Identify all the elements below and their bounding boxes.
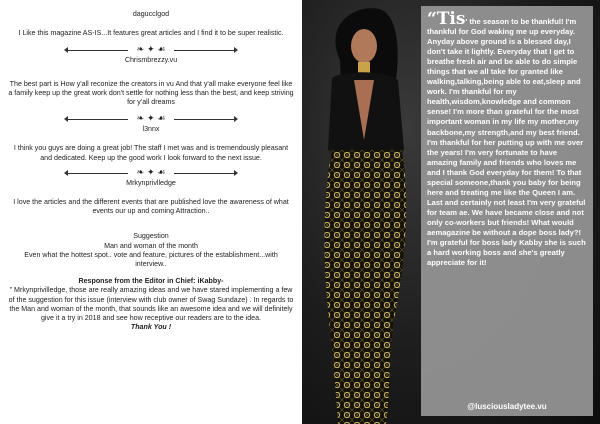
suggestion-title: Suggestion bbox=[133, 232, 169, 241]
spacer bbox=[8, 216, 294, 232]
commenter-name: dagucclgod bbox=[132, 10, 170, 18]
thank-you-note: Thank You ! bbox=[130, 323, 172, 332]
suggestion-line: Man and woman of the month bbox=[104, 241, 198, 250]
comment-text: I love the articles and the different events that are published love the awareness of what events our up and coming Attraction.. bbox=[13, 198, 289, 216]
ornamental-divider bbox=[66, 113, 236, 125]
ornament-icon: ❧ ✦ ☙ bbox=[128, 167, 174, 179]
thankful-text-panel bbox=[421, 6, 593, 416]
comment-text: The best part is How y'all reconize the creators in vu And that y'all make everyone feel like a family keep up the great work don't settle for nothing less than the best, and keep striving for y'all dreams bbox=[8, 79, 294, 107]
editor-response-text: " Mrkynprivilledge, those are really amazing ideas and we have stared implementing a few of the suggestion for this issue (interview with club owner of Swag Sundaze) . In regards to the Man and woman of the month, that sounds like an awesome idea and we will definitely give it a try in 2018 and see how receptive our readers are to the idea. bbox=[8, 286, 294, 323]
author-signature: @lusciousladytee.vu bbox=[467, 401, 547, 411]
feature-photo-page bbox=[302, 0, 600, 424]
spacer bbox=[8, 66, 294, 80]
ornament-icon: ❧ ✦ ☙ bbox=[128, 113, 174, 125]
comment-text: I Like this magazine AS-IS...It features great articles and I find it to be super realistic. bbox=[18, 29, 284, 38]
spacer bbox=[8, 19, 294, 29]
spacer bbox=[8, 134, 294, 144]
suggestion-line: Even what the hottest spot.. vote and feature, pictures of the establishment...with interview.. bbox=[24, 250, 278, 269]
commenter-name: Mrkynprivlledge bbox=[126, 178, 176, 187]
drop-cap-intro: “Tis bbox=[427, 9, 466, 29]
ornamental-divider bbox=[66, 167, 236, 179]
comment-text: I think you guys are doing a great job! The staff I met was and is tremendously pleasant and dedicated. Keep up the good work I look forward to the next issue. bbox=[13, 144, 289, 162]
intro-text: ' the season to be thankful! bbox=[465, 17, 564, 26]
ornamental-divider bbox=[66, 44, 236, 56]
commenter-name: l3nnx bbox=[142, 125, 160, 134]
model-figure-image bbox=[302, 0, 432, 424]
spacer bbox=[8, 269, 294, 277]
thankful-body-text: I'm thankful for God waking me up everyday. Anyday above ground is a blessed day,I don't take it lightly. Everyday that I get to breathe fresh air and be able to do simple things that we all take for granted like walking,talking,being able to eat,sleep and work. I'm thankful for my health,wisdom,knowledge and common sense! I'm more than grateful for the most important woman in my life my mother,my backbone,my strength,and my best friend. I'm thankful for her putting up with me over the years! I'm very fortunate to have amazing family and friends who loves me and I thank God everyday for them! To that special someone,thank you baby for being here and treating me like the Queen I am. Last and certainly not least I'm very grateful for team ae. We have became close and not only co-workers but friends! What would aemagazine be without a dope boss lady?! I'm grateful for boss lady Kabby she is such a hard working boss and she's greatly appreciate for it! bbox=[427, 17, 586, 268]
ornament-icon: ❧ ✦ ☙ bbox=[128, 44, 174, 56]
commenter-name: Chrismbrezzy.vu bbox=[124, 56, 178, 65]
spacer bbox=[8, 188, 294, 198]
editor-response-heading: Response from the Editor in Chief: iKabby- bbox=[78, 277, 224, 286]
